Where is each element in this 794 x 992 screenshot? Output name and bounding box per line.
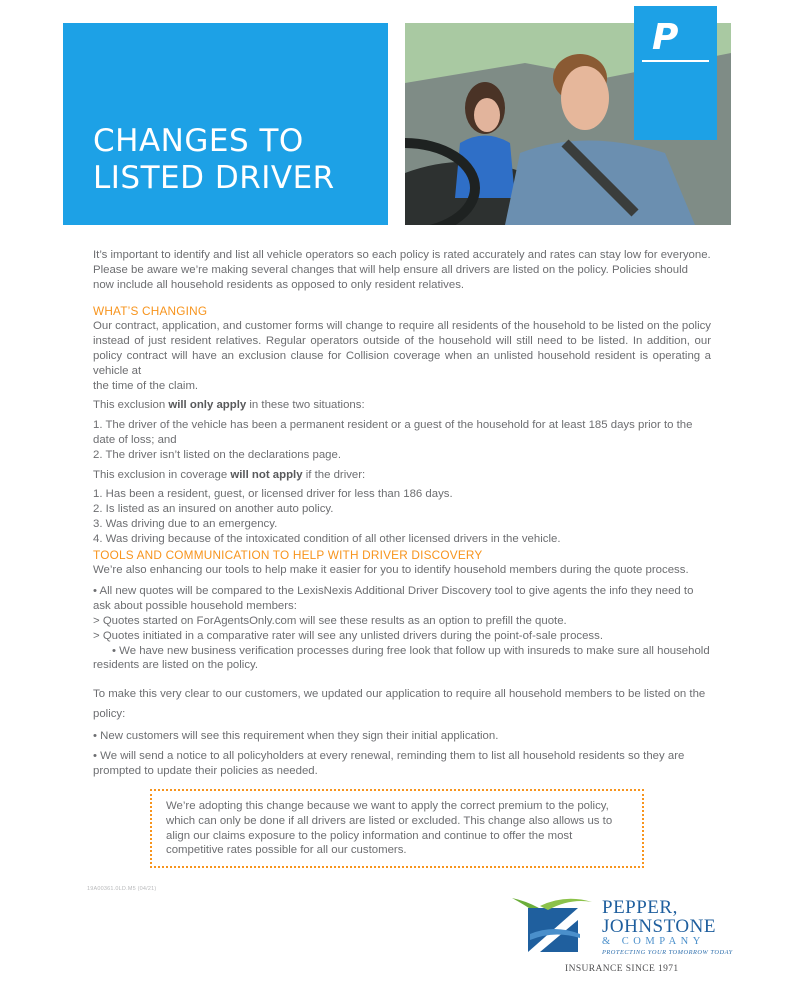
exclusion-applies-list [93, 418, 711, 462]
exclusion-applies-text-end: in these two situations: [246, 399, 365, 412]
page-title [93, 123, 335, 197]
list-item: 3. Was driving due to an emergency. [93, 517, 278, 530]
exclusion-not-apply-emphasis: will not apply [230, 468, 303, 481]
tools-intro: We’re also enhancing our tools to help make it easier for you to identify household members during the quote process. [93, 563, 689, 576]
list-item: 4. Was driving because of the intoxicated condition of all other licensed drivers in the vehicle. [93, 532, 561, 545]
logo-name-line-3: & COMPANY [602, 936, 705, 947]
list-item: 2. Is listed as an insured on another auto policy. [93, 503, 334, 516]
list-item: • All new quotes will be compared to the LexisNexis Additional Driver Discovery tool to give agents the info they need to ask about possible household members: [93, 585, 694, 613]
exclusion-not-apply-text: This exclusion in coverage [93, 468, 231, 481]
tools-heading: TOOLS AND COMMUNICATION TO HELP WITH DRIVER DISCOVERY [93, 547, 483, 562]
main-content [93, 248, 711, 784]
list-item: • We will send a notice to all policyholders at every renewal, reminding them to list all household residents so they are prompted to update their policies as needed. [93, 749, 685, 777]
logo-name-line-2: JOHNSTONE [602, 916, 716, 937]
brand-logo-icon: P [652, 17, 679, 58]
title-banner [63, 23, 388, 225]
page-title-line-1: CHANGES TO [93, 123, 304, 159]
insurance-since: INSURANCE SINCE 1971 [565, 964, 679, 974]
whats-changing-paragraph: Our contract, application, and customer forms will change to require all residents of the household to be listed on the policy instead of just resident relatives. Regular operators outside of the household will still need to be listed. In addition, our policy contract will have an exclusion clause for Collision coverage when an unlisted household resident is operating a vehicle at [93, 320, 711, 377]
exclusion-not-apply-line [93, 468, 711, 483]
customers-list [93, 729, 711, 778]
exclusion-not-apply-list [93, 487, 711, 546]
exclusion-not-apply-text-end: if the driver: [302, 468, 366, 481]
whats-changing-paragraph-end: the time of the claim. [93, 379, 199, 392]
list-item: • We have new business verification processes during free look that follow up with insureds to make sure all household residents are listed on the policy. [93, 644, 713, 672]
logo-mark-icon [510, 894, 598, 956]
list-item: 2. The driver isn’t listed on the declarations page. [93, 448, 341, 461]
brand-tab [634, 6, 717, 140]
logo-tagline: PROTECTING YOUR TOMORROW TODAY [602, 949, 733, 956]
list-item: 1. The driver of the vehicle has been a permanent resident or a guest of the household for at least 185 days prior to the date of loss; and [93, 419, 693, 446]
exclusion-applies-emphasis: will only apply [168, 399, 247, 412]
exclusion-applies-text: This exclusion [93, 399, 169, 412]
list-item: > Quotes started on ForAgentsOnly.com will see these results as an option to prefill the quote. [93, 614, 567, 627]
logo-name-line-1: PEPPER, [602, 897, 678, 918]
tools-list [93, 584, 711, 673]
callout-box [150, 789, 644, 868]
list-item: > Quotes initiated in a comparative rater will see any unlisted drivers during the point-of-sale process. [93, 629, 603, 642]
callout-text: We’re adopting this change because we want to apply the correct premium to the policy, which can only be done if all drivers are listed or excluded. This change also allows us to align our claims exposure to the policy information and continue to offer the most competitive rates possible for all our customers. [166, 800, 613, 857]
list-item: • New customers will see this requirement when they sign their initial application. [93, 730, 499, 743]
list-item: 1. Has been a resident, guest, or licensed driver for less than 186 days. [93, 488, 453, 501]
intro-paragraph: It’s important to identify and list all vehicle operators so each policy is rated accurately and rates can stay low for everyone. Please be aware we’re making several changes that will help ensure all drivers are listed on the policy. Policies should now include all household residents as opposed to only resident relatives. [93, 249, 711, 291]
form-code: 19A00361.0LD.M5 (04/21) [87, 886, 157, 892]
customers-intro: To make this very clear to our customers, we updated our application to require all household members to be listed on the policy: [93, 688, 706, 721]
whats-changing-heading: WHAT’S CHANGING [93, 304, 208, 319]
page-title-line-2: LISTED DRIVER [93, 160, 335, 196]
brand-tab-rule [642, 60, 709, 62]
exclusion-applies-line [93, 398, 711, 413]
company-logo [510, 890, 750, 982]
